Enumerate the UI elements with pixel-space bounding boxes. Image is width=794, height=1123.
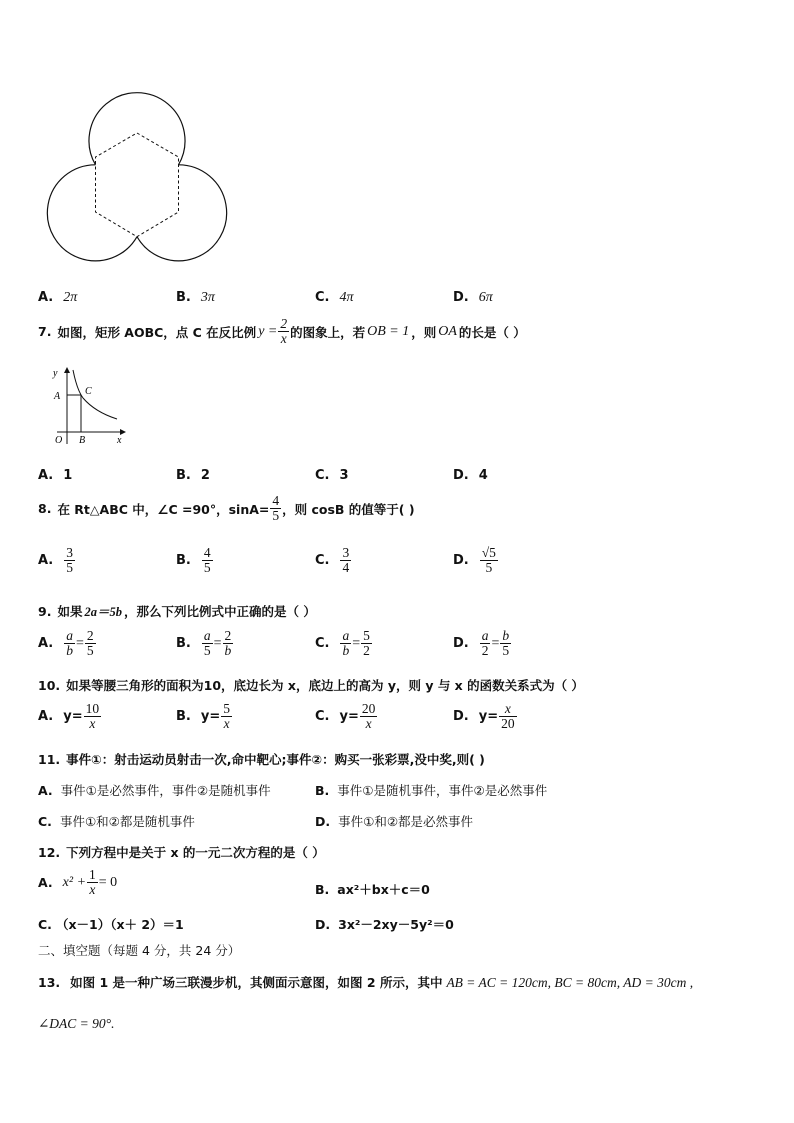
q12-stem: 12. 下列方程中是关于 x 的一元二次方程的是（ ）: [38, 845, 325, 860]
q7-stem: 7. 如图，矩形 AOBC，点 C 在反比例 y = $\frac{2}{x}$ 的图象上，若 OB = 1 ，则 OA 的长是（ ）: [38, 316, 526, 347]
q6-option-d[interactable]: D. 6π: [453, 290, 493, 305]
q8-option-c[interactable]: C. $\frac{3}{4}$: [315, 545, 350, 576]
q8-option-d[interactable]: D. $\frac{√5}{5}$: [453, 545, 496, 576]
q9-stem: 9. 如果 2a＝5b ，那么下列比例式中正确的是（ ）: [38, 603, 316, 619]
q13-line2: ∠DAC = 90°.: [38, 1016, 115, 1031]
y-axis-label: y: [53, 368, 58, 379]
q8-option-a[interactable]: A. $\frac{3}{5}$: [38, 545, 73, 576]
q12-option-d[interactable]: D. 3x²－2xy－5y²＝0: [315, 917, 454, 932]
q10-options: [38, 702, 758, 742]
q10-option-a[interactable]: A. y= $\frac{10}{x}$: [38, 701, 100, 732]
q11-option-c[interactable]: C. 事件①和②都是随机事件: [38, 814, 195, 829]
q12-option-b[interactable]: B. ax²＋bx＋c＝0: [315, 882, 430, 897]
point-b-label: B: [79, 435, 86, 446]
q6-option-b[interactable]: B. 3π: [176, 290, 215, 305]
q8-fraction: $\frac{4}{5}$: [272, 493, 280, 524]
rectangle-aobc: [67, 395, 81, 432]
q11-option-d[interactable]: D. 事件①和②都是必然事件: [315, 814, 474, 829]
q12-option-a[interactable]: A. x² + $\frac{1}{x}$ = 0: [38, 867, 118, 898]
q10-option-b[interactable]: B. y= $\frac{5}{x}$: [176, 701, 230, 732]
q9-option-d[interactable]: D. $\frac{a}{2}$ = $\frac{b}{5}$: [453, 628, 510, 659]
q7-option-d[interactable]: D. 4: [453, 468, 488, 483]
q7-option-a[interactable]: A. 1: [38, 468, 73, 483]
right-circle-arc: [137, 165, 227, 261]
q8-options: [38, 546, 758, 586]
q9-option-c[interactable]: C. $\frac{a}{b}$ = $\frac{5}{2}$: [315, 628, 370, 659]
top-circle-arc: [89, 93, 185, 165]
q9-options: [38, 629, 758, 669]
dashed-hexagon: [96, 133, 179, 237]
point-a-label: A: [54, 391, 61, 402]
q13-stem: 13. 如图 1 是一种广场三联漫步机，其侧面示意图，如图 2 所示，其中 AB = AC = 120cm, BC = 80cm, AD = 30cm ,: [38, 975, 694, 990]
left-circle-arc: [47, 165, 137, 261]
section-heading: 二、填空题（每题 4 分，共 24 分）: [38, 943, 241, 958]
q8-option-b[interactable]: B. $\frac{4}{5}$: [176, 545, 211, 576]
q7-graph: [45, 364, 130, 446]
q7-option-c[interactable]: C. 3: [315, 468, 349, 483]
q12-option-c[interactable]: C. （x－1）（x＋ 2）＝1: [38, 917, 184, 932]
point-c-label: C: [85, 386, 92, 397]
q11-option-b[interactable]: B. 事件①是随机事件，事件②是必然事件: [315, 783, 548, 798]
q9-option-b[interactable]: B. $\frac{a}{5}$ = $\frac{2}{b}$: [176, 628, 232, 659]
q6-option-c[interactable]: C. 4π: [315, 290, 354, 305]
q11-option-a[interactable]: A. 事件①是必然事件，事件②是随机事件: [38, 783, 271, 798]
x-axis-label: x: [117, 435, 122, 446]
q6-option-a[interactable]: A. 2π: [38, 290, 78, 305]
three-circles-hexagon-figure: [38, 85, 238, 270]
q11-stem: 11. 事件①：射击运动员射击一次,命中靶心;事件②：购买一张彩票,没中奖,则( ): [38, 752, 485, 767]
q10-option-d[interactable]: D. y= $\frac{x}{20}$: [453, 701, 515, 732]
q7-option-b[interactable]: B. 2: [176, 468, 210, 483]
q7-fraction: $\frac{2}{x}$: [280, 316, 288, 347]
q10-stem: 10. 如果等腰三角形的面积为10，底边长为 x，底边上的高为 y，则 y 与 x 的函数关系式为（ ）: [38, 678, 584, 693]
q9-option-a[interactable]: A. $\frac{a}{b}$ = $\frac{2}{5}$: [38, 628, 94, 659]
q8-stem: 8. 在 Rt△ABC 中，∠C =90°，sinA= $\frac{4}{5}$ ，则 cosB 的值等于( ): [38, 493, 415, 524]
origin-label: O: [55, 435, 63, 446]
q10-option-c[interactable]: C. y= $\frac{20}{x}$: [315, 701, 376, 732]
